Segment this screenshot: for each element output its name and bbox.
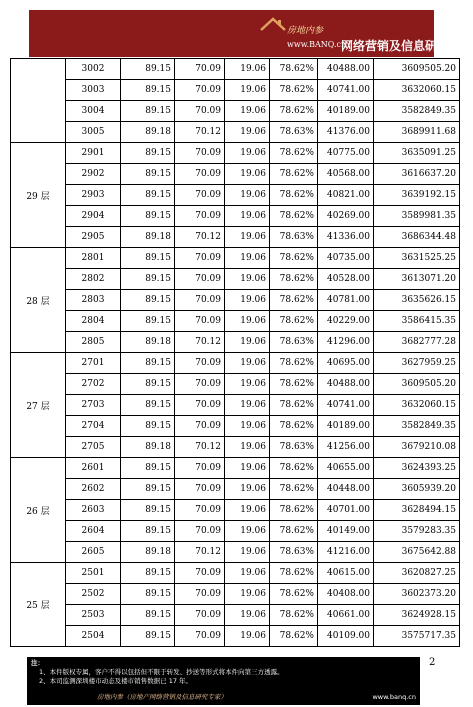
usage-rate: 78.62% bbox=[270, 164, 318, 185]
building-area: 89.15 bbox=[121, 80, 175, 101]
room-number: 2705 bbox=[66, 437, 121, 458]
usage-rate: 78.63% bbox=[270, 542, 318, 563]
shared-area: 19.06 bbox=[225, 122, 270, 143]
inner-area: 70.12 bbox=[175, 437, 225, 458]
shared-area: 19.06 bbox=[225, 206, 270, 227]
shared-area: 19.06 bbox=[225, 269, 270, 290]
unit-price: 40655.00 bbox=[318, 458, 374, 479]
building-area: 89.15 bbox=[121, 584, 175, 605]
room-number: 3004 bbox=[66, 101, 121, 122]
usage-rate: 78.62% bbox=[270, 290, 318, 311]
inner-area: 70.09 bbox=[175, 311, 225, 332]
usage-rate: 78.63% bbox=[270, 227, 318, 248]
inner-area: 70.09 bbox=[175, 479, 225, 500]
usage-rate: 78.62% bbox=[270, 353, 318, 374]
total-price: 3613071.20 bbox=[374, 269, 460, 290]
total-price: 3602373.20 bbox=[374, 584, 460, 605]
total-price: 3575717.35 bbox=[374, 626, 460, 647]
table-row bbox=[11, 59, 460, 80]
shared-area: 19.06 bbox=[225, 479, 270, 500]
table-row bbox=[11, 143, 460, 164]
shared-area: 19.06 bbox=[225, 521, 270, 542]
shared-area: 19.06 bbox=[225, 59, 270, 80]
room-number: 2605 bbox=[66, 542, 121, 563]
room-number: 2801 bbox=[66, 248, 121, 269]
unit-price: 41256.00 bbox=[318, 437, 374, 458]
table-row bbox=[11, 437, 460, 458]
shared-area: 19.06 bbox=[225, 164, 270, 185]
total-price: 3639192.15 bbox=[374, 185, 460, 206]
floor-label bbox=[11, 59, 66, 143]
unit-price: 40189.00 bbox=[318, 101, 374, 122]
building-area: 89.15 bbox=[121, 416, 175, 437]
usage-rate: 78.62% bbox=[270, 605, 318, 626]
footer-brand: 房地内参（房地产网络营销及信息研究专家） bbox=[97, 693, 227, 701]
inner-area: 70.09 bbox=[175, 290, 225, 311]
shared-area: 19.06 bbox=[225, 290, 270, 311]
inner-area: 70.09 bbox=[175, 101, 225, 122]
building-area: 89.15 bbox=[121, 353, 175, 374]
room-number: 2904 bbox=[66, 206, 121, 227]
inner-area: 70.09 bbox=[175, 626, 225, 647]
usage-rate: 78.63% bbox=[270, 122, 318, 143]
table-row bbox=[11, 227, 460, 248]
inner-area: 70.12 bbox=[175, 122, 225, 143]
room-number: 2901 bbox=[66, 143, 121, 164]
usage-rate: 78.63% bbox=[270, 332, 318, 353]
inner-area: 70.09 bbox=[175, 584, 225, 605]
unit-price: 41296.00 bbox=[318, 332, 374, 353]
unit-price: 40408.00 bbox=[318, 584, 374, 605]
table-row bbox=[11, 269, 460, 290]
room-number: 2702 bbox=[66, 374, 121, 395]
total-price: 3679210.08 bbox=[374, 437, 460, 458]
inner-area: 70.09 bbox=[175, 164, 225, 185]
footer-url: www.banq.cn bbox=[372, 693, 416, 701]
note-item: 2、本司监测深圳楼市动态及楼市销售数据已 17 年。 bbox=[39, 677, 193, 685]
unit-price: 40269.00 bbox=[318, 206, 374, 227]
total-price: 3631525.25 bbox=[374, 248, 460, 269]
table-row bbox=[11, 311, 460, 332]
inner-area: 70.09 bbox=[175, 185, 225, 206]
table-row bbox=[11, 584, 460, 605]
usage-rate: 78.62% bbox=[270, 248, 318, 269]
table-row bbox=[11, 395, 460, 416]
total-price: 3609505.20 bbox=[374, 374, 460, 395]
building-area: 89.15 bbox=[121, 59, 175, 80]
building-area: 89.15 bbox=[121, 290, 175, 311]
total-price: 3686344.48 bbox=[374, 227, 460, 248]
table-row bbox=[11, 563, 460, 584]
total-price: 3635091.25 bbox=[374, 143, 460, 164]
price-table bbox=[10, 58, 459, 647]
usage-rate: 78.62% bbox=[270, 206, 318, 227]
unit-price: 41336.00 bbox=[318, 227, 374, 248]
inner-area: 70.09 bbox=[175, 269, 225, 290]
floor-label: 29 层 bbox=[11, 143, 66, 248]
shared-area: 19.06 bbox=[225, 185, 270, 206]
shared-area: 19.06 bbox=[225, 80, 270, 101]
usage-rate: 78.62% bbox=[270, 143, 318, 164]
shared-area: 19.06 bbox=[225, 458, 270, 479]
shared-area: 19.06 bbox=[225, 605, 270, 626]
total-price: 3586415.35 bbox=[374, 311, 460, 332]
room-number: 2903 bbox=[66, 185, 121, 206]
floor-label: 26 层 bbox=[11, 458, 66, 563]
room-number: 2805 bbox=[66, 332, 121, 353]
shared-area: 19.06 bbox=[225, 626, 270, 647]
total-price: 3582849.35 bbox=[374, 416, 460, 437]
inner-area: 70.09 bbox=[175, 563, 225, 584]
unit-price: 40488.00 bbox=[318, 59, 374, 80]
building-area: 89.15 bbox=[121, 479, 175, 500]
shared-area: 19.06 bbox=[225, 311, 270, 332]
total-price: 3616637.20 bbox=[374, 164, 460, 185]
room-number: 2802 bbox=[66, 269, 121, 290]
inner-area: 70.09 bbox=[175, 143, 225, 164]
inner-area: 70.09 bbox=[175, 248, 225, 269]
usage-rate: 78.62% bbox=[270, 521, 318, 542]
unit-price: 40695.00 bbox=[318, 353, 374, 374]
inner-area: 70.09 bbox=[175, 353, 225, 374]
shared-area: 19.06 bbox=[225, 563, 270, 584]
unit-price: 40741.00 bbox=[318, 80, 374, 101]
shared-area: 19.06 bbox=[225, 143, 270, 164]
table-row bbox=[11, 80, 460, 101]
usage-rate: 78.62% bbox=[270, 80, 318, 101]
room-number: 2502 bbox=[66, 584, 121, 605]
building-area: 89.15 bbox=[121, 185, 175, 206]
table-row bbox=[11, 626, 460, 647]
shared-area: 19.06 bbox=[225, 395, 270, 416]
room-number: 2704 bbox=[66, 416, 121, 437]
unit-price: 41376.00 bbox=[318, 122, 374, 143]
inner-area: 70.09 bbox=[175, 80, 225, 101]
room-number: 2602 bbox=[66, 479, 121, 500]
shared-area: 19.06 bbox=[225, 584, 270, 605]
table-row bbox=[11, 479, 460, 500]
room-number: 2604 bbox=[66, 521, 121, 542]
total-price: 3635626.15 bbox=[374, 290, 460, 311]
inner-area: 70.09 bbox=[175, 59, 225, 80]
total-price: 3628494.15 bbox=[374, 500, 460, 521]
building-area: 89.15 bbox=[121, 521, 175, 542]
usage-rate: 78.62% bbox=[270, 311, 318, 332]
room-number: 2803 bbox=[66, 290, 121, 311]
room-number: 2601 bbox=[66, 458, 121, 479]
inner-area: 70.12 bbox=[175, 332, 225, 353]
room-number: 2905 bbox=[66, 227, 121, 248]
building-area: 89.15 bbox=[121, 605, 175, 626]
unit-price: 41216.00 bbox=[318, 542, 374, 563]
floor-label: 28 层 bbox=[11, 248, 66, 353]
total-price: 3675642.88 bbox=[374, 542, 460, 563]
table-row bbox=[11, 500, 460, 521]
inner-area: 70.09 bbox=[175, 458, 225, 479]
inner-area: 70.09 bbox=[175, 395, 225, 416]
usage-rate: 78.62% bbox=[270, 395, 318, 416]
house-roof-icon bbox=[259, 16, 287, 32]
total-price: 3632060.15 bbox=[374, 395, 460, 416]
room-number: 2701 bbox=[66, 353, 121, 374]
shared-area: 19.06 bbox=[225, 437, 270, 458]
room-number: 2603 bbox=[66, 500, 121, 521]
building-area: 89.15 bbox=[121, 206, 175, 227]
footer-notes bbox=[27, 657, 420, 705]
shared-area: 19.06 bbox=[225, 542, 270, 563]
building-area: 89.15 bbox=[121, 563, 175, 584]
usage-rate: 78.62% bbox=[270, 185, 318, 206]
table-row bbox=[11, 521, 460, 542]
inner-area: 70.09 bbox=[175, 416, 225, 437]
shared-area: 19.06 bbox=[225, 353, 270, 374]
notes-heading: 注： bbox=[31, 659, 44, 667]
total-price: 3624393.25 bbox=[374, 458, 460, 479]
inner-area: 70.09 bbox=[175, 374, 225, 395]
room-number: 2504 bbox=[66, 626, 121, 647]
unit-price: 40528.00 bbox=[318, 269, 374, 290]
building-area: 89.15 bbox=[121, 626, 175, 647]
floor-label: 25 层 bbox=[11, 563, 66, 647]
inner-area: 70.09 bbox=[175, 206, 225, 227]
usage-rate: 78.62% bbox=[270, 626, 318, 647]
page-number: 2 bbox=[429, 657, 436, 668]
unit-price: 40149.00 bbox=[318, 521, 374, 542]
logo-url: www.BANQ.cn bbox=[287, 40, 347, 49]
room-number: 2503 bbox=[66, 605, 121, 626]
usage-rate: 78.62% bbox=[270, 416, 318, 437]
unit-price: 40229.00 bbox=[318, 311, 374, 332]
total-price: 3609505.20 bbox=[374, 59, 460, 80]
building-area: 89.15 bbox=[121, 500, 175, 521]
building-area: 89.18 bbox=[121, 332, 175, 353]
unit-price: 40488.00 bbox=[318, 374, 374, 395]
building-area: 89.18 bbox=[121, 437, 175, 458]
building-area: 89.15 bbox=[121, 248, 175, 269]
room-number: 3003 bbox=[66, 80, 121, 101]
building-area: 89.18 bbox=[121, 122, 175, 143]
building-area: 89.15 bbox=[121, 395, 175, 416]
usage-rate: 78.62% bbox=[270, 584, 318, 605]
inner-area: 70.09 bbox=[175, 521, 225, 542]
shared-area: 19.06 bbox=[225, 374, 270, 395]
total-price: 3579283.35 bbox=[374, 521, 460, 542]
room-number: 2703 bbox=[66, 395, 121, 416]
table-row bbox=[11, 458, 460, 479]
unit-price: 40775.00 bbox=[318, 143, 374, 164]
inner-area: 70.12 bbox=[175, 227, 225, 248]
usage-rate: 78.62% bbox=[270, 59, 318, 80]
room-number: 2902 bbox=[66, 164, 121, 185]
shared-area: 19.06 bbox=[225, 227, 270, 248]
total-price: 3605939.20 bbox=[374, 479, 460, 500]
table-row bbox=[11, 353, 460, 374]
total-price: 3589981.35 bbox=[374, 206, 460, 227]
usage-rate: 78.62% bbox=[270, 101, 318, 122]
usage-rate: 78.62% bbox=[270, 479, 318, 500]
building-area: 89.15 bbox=[121, 164, 175, 185]
room-number: 3005 bbox=[66, 122, 121, 143]
building-area: 89.15 bbox=[121, 311, 175, 332]
room-number: 3002 bbox=[66, 59, 121, 80]
banner-title: 网络营销及信息研究专家 bbox=[341, 39, 473, 53]
logo-text: 房地内参 bbox=[287, 26, 324, 36]
unit-price: 40568.00 bbox=[318, 164, 374, 185]
shared-area: 19.06 bbox=[225, 332, 270, 353]
unit-price: 40448.00 bbox=[318, 479, 374, 500]
header-banner bbox=[29, 10, 473, 57]
usage-rate: 78.62% bbox=[270, 500, 318, 521]
usage-rate: 78.62% bbox=[270, 458, 318, 479]
unit-price: 40821.00 bbox=[318, 185, 374, 206]
unit-price: 40781.00 bbox=[318, 290, 374, 311]
unit-price: 40189.00 bbox=[318, 416, 374, 437]
table-row bbox=[11, 374, 460, 395]
table-row bbox=[11, 248, 460, 269]
unit-price: 40109.00 bbox=[318, 626, 374, 647]
usage-rate: 78.62% bbox=[270, 374, 318, 395]
building-area: 89.15 bbox=[121, 143, 175, 164]
unit-price: 40661.00 bbox=[318, 605, 374, 626]
table-row bbox=[11, 185, 460, 206]
building-area: 89.15 bbox=[121, 269, 175, 290]
total-price: 3620827.25 bbox=[374, 563, 460, 584]
total-price: 3582849.35 bbox=[374, 101, 460, 122]
table-row bbox=[11, 290, 460, 311]
shared-area: 19.06 bbox=[225, 248, 270, 269]
table-row bbox=[11, 332, 460, 353]
unit-price: 40741.00 bbox=[318, 395, 374, 416]
table-row bbox=[11, 206, 460, 227]
room-number: 2501 bbox=[66, 563, 121, 584]
building-area: 89.18 bbox=[121, 227, 175, 248]
total-price: 3632060.15 bbox=[374, 80, 460, 101]
total-price: 3682777.28 bbox=[374, 332, 460, 353]
shared-area: 19.06 bbox=[225, 500, 270, 521]
table-row bbox=[11, 122, 460, 143]
shared-area: 19.06 bbox=[225, 416, 270, 437]
building-area: 89.15 bbox=[121, 458, 175, 479]
table-row bbox=[11, 416, 460, 437]
shared-area: 19.06 bbox=[225, 101, 270, 122]
usage-rate: 78.63% bbox=[270, 437, 318, 458]
table-row bbox=[11, 164, 460, 185]
table-row bbox=[11, 605, 460, 626]
building-area: 89.18 bbox=[121, 542, 175, 563]
inner-area: 70.12 bbox=[175, 542, 225, 563]
inner-area: 70.09 bbox=[175, 605, 225, 626]
total-price: 3627959.25 bbox=[374, 353, 460, 374]
inner-area: 70.09 bbox=[175, 500, 225, 521]
usage-rate: 78.62% bbox=[270, 563, 318, 584]
note-item: 1、本件版权专属，客户不得以包括但不限于转发、抄送等形式将本件向第三方透露。 bbox=[39, 668, 284, 676]
total-price: 3624928.15 bbox=[374, 605, 460, 626]
room-number: 2804 bbox=[66, 311, 121, 332]
table-row bbox=[11, 542, 460, 563]
building-area: 89.15 bbox=[121, 374, 175, 395]
unit-price: 40615.00 bbox=[318, 563, 374, 584]
total-price: 3689911.68 bbox=[374, 122, 460, 143]
unit-price: 40701.00 bbox=[318, 500, 374, 521]
table-row bbox=[11, 101, 460, 122]
floor-label: 27 层 bbox=[11, 353, 66, 458]
usage-rate: 78.62% bbox=[270, 269, 318, 290]
unit-price: 40735.00 bbox=[318, 248, 374, 269]
building-area: 89.15 bbox=[121, 101, 175, 122]
